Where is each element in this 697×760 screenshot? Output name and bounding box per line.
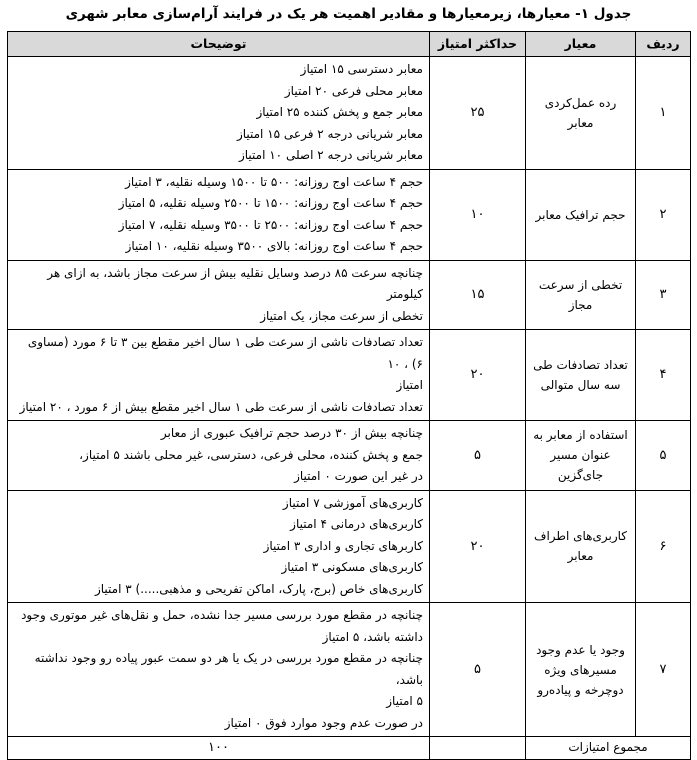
description-line: چنانچه در مقطع مورد بررسی مسیر جدا نشده، حمل و نقل‌های غیر موتوری وجود — [21, 608, 423, 622]
description-line: معابر محلی فرعی ۲۰ امتیاز — [284, 83, 423, 98]
criterion-cell: رده عمل‌کردی معابر — [526, 57, 636, 170]
total-row — [8, 737, 691, 760]
criterion-cell: استفاده از معابر به عنوان مسیر جای‌گزین — [526, 421, 636, 491]
header-row-no: ردیف — [636, 32, 691, 57]
description-line: تعداد تصادفات ناشی از سرعت طی ۱ سال اخیر مقطع بین ۳ تا ۶ مورد (مساوی ۶) ، ۱۰ — [27, 335, 423, 371]
description-line: حجم ۴ ساعت اوج روزانه: ۵۰۰ تا ۱۵۰۰ وسیله نقلیه، ۳ امتیاز — [125, 174, 423, 189]
max-score-cell: ۲۰ — [430, 330, 526, 421]
description-line: در غیر این صورت ۰ امتیاز — [294, 469, 423, 483]
table-row — [8, 603, 691, 737]
row-number: ۷ — [636, 603, 691, 737]
description-cell — [8, 490, 430, 603]
description-line: تخطی از سرعت مجاز، یک امتیاز — [260, 308, 423, 323]
description-line: کاربری‌های مسکونی ۳ امتیاز — [281, 560, 423, 574]
description-line: حجم ۴ ساعت اوج روزانه: ۲۵۰۰ تا ۳۵۰۰ وسیله نقلیه، ۷ امتیاز — [118, 217, 423, 232]
description-line: کاربری‌های آموزشی ۷ امتیاز — [282, 495, 423, 510]
table-row — [8, 57, 691, 170]
description-line: چنانچه بیش از ۳۰ درصد حجم ترافیک عبوری از معابر — [160, 426, 423, 440]
max-score-cell: ۱۵ — [430, 260, 526, 330]
description-cell — [8, 421, 430, 491]
max-score-cell: ۵ — [430, 421, 526, 491]
description-line: تعداد تصادفات ناشی از سرعت طی ۱ سال اخیر مقطع بیش از ۶ مورد ، ۲۰ امتیاز — [19, 399, 423, 414]
description-cell — [8, 603, 430, 737]
description-line: در صورت عدم وجود موارد فوق ۰ امتیاز — [224, 715, 423, 730]
total-label: مجموع امتیازات — [526, 737, 691, 760]
table-row — [8, 169, 691, 260]
table-row — [8, 421, 691, 491]
header-row — [8, 32, 691, 57]
description-line: معابر جمع و پخش کننده ۲۵ امتیاز — [256, 105, 423, 119]
description-line: چنانچه سرعت ۸۵ درصد وسایل نقلیه بیش از سرعت مجاز باشد، به ازای هر کیلومتر — [47, 265, 423, 301]
table-row — [8, 260, 691, 330]
row-number: ۶ — [636, 490, 691, 603]
total-value: ۱۰۰ — [8, 737, 430, 760]
description-line: کاربری‌های درمانی ۴ امتیاز — [290, 517, 423, 531]
description-cell — [8, 260, 430, 330]
criterion-cell: تعداد تصادفات طی سه سال متوالی — [526, 330, 636, 421]
criterion-cell: تخطی از سرعت مجاز — [526, 260, 636, 330]
description-line: ۵ امتیاز — [386, 694, 423, 708]
max-score-cell: ۲۰ — [430, 490, 526, 603]
row-number: ۴ — [636, 330, 691, 421]
description-line: جمع و پخش کننده، محلی فرعی، دسترسی، غیر محلی باشند ۵ امتیاز، — [79, 447, 423, 462]
max-score-cell: ۵ — [430, 603, 526, 737]
criterion-cell: حجم ترافیک معابر — [526, 169, 636, 260]
max-score-cell: ۲۵ — [430, 57, 526, 170]
max-score-cell: ۱۰ — [430, 169, 526, 260]
table-row — [8, 330, 691, 421]
description-line: کاربرهای تجاری و اداری ۳ امتیاز — [263, 538, 423, 553]
row-number: ۲ — [636, 169, 691, 260]
description-line: داشته باشد، ۵ امتیاز — [322, 629, 423, 644]
header-criterion: معیار — [526, 32, 636, 57]
description-cell — [8, 57, 430, 170]
total-empty-cell — [430, 737, 526, 760]
criteria-table — [7, 31, 691, 760]
row-number: ۵ — [636, 421, 691, 491]
criterion-cell: کاربری‌های اطراف معابر — [526, 490, 636, 603]
description-cell — [8, 169, 430, 260]
description-line: حجم ۴ ساعت اوج روزانه: بالای ۳۵۰۰ وسیله نقلیه، ۱۰ امتیاز — [125, 239, 423, 253]
description-line: کاربری‌های خاص (برج، پارک، اماکن تفریحی و مذهبی.....) ۳ امتیاز — [94, 581, 423, 596]
description-cell — [8, 330, 430, 421]
table-caption: جدول ۱- معیارها، زیرمعیارها و مقادیر اهمیت هر یک در فرایند آرام‌سازی معابر شهری — [65, 6, 632, 22]
description-line: چنانچه در مقطع مورد بررسی در یک یا هر دو سمت عبور پیاده رو وجود نداشته باشد، — [34, 651, 423, 687]
table-row — [8, 490, 691, 603]
description-line: معابر دسترسی ۱۵ امتیاز — [300, 62, 423, 76]
criterion-cell: وجود یا عدم وجود مسیرهای ویژه دوچرخه و پیاده‌رو — [526, 603, 636, 737]
row-number: ۱ — [636, 57, 691, 170]
header-description: توضیحات — [8, 32, 430, 57]
description-line: معابر شریانی درجه ۲ اصلی ۱۰ امتیاز — [238, 148, 423, 162]
description-line: حجم ۴ ساعت اوج روزانه: ۱۵۰۰ تا ۲۵۰۰ وسیله نقلیه، ۵ امتیاز — [118, 196, 423, 210]
header-max-score: حداکثر امتیاز — [430, 32, 526, 57]
row-number: ۳ — [636, 260, 691, 330]
description-line: امتیاز — [396, 378, 423, 392]
description-line: معابر شریانی درجه ۲ فرعی ۱۵ امتیاز — [236, 126, 423, 141]
